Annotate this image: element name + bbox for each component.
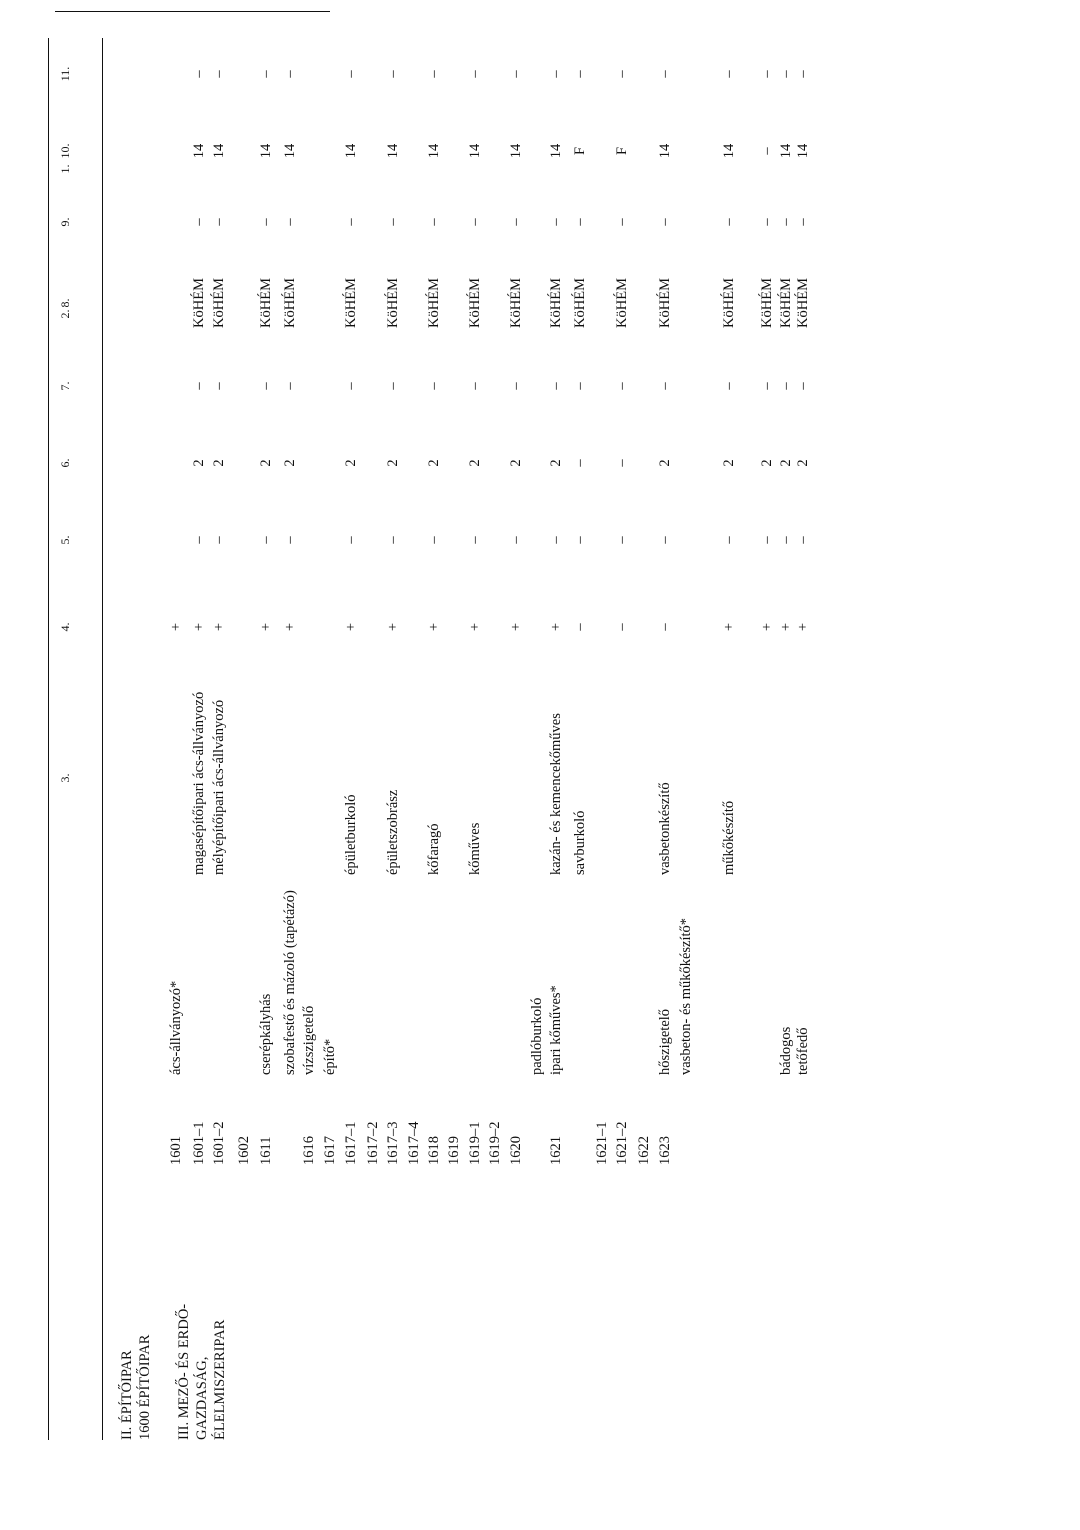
row-cell-c7: – [282,382,298,390]
section-3-line2: GAZDASÁG, [194,1356,210,1440]
row-cell-c4: + [282,622,298,632]
row-cell-c5: – [572,536,588,544]
header-top-rule [48,38,49,1440]
row-cell-c10: 14 [548,143,564,159]
row-cell-c9: – [657,218,673,226]
row-cell-c4: + [759,622,775,632]
row-cell-c7: – [191,382,207,390]
row-cell-c8: KöHÉM [343,278,359,328]
row-cell-c5: – [795,536,811,544]
row-cell-c7: – [657,382,673,390]
row-cell-c7: – [795,382,811,390]
row-cell-c9: – [467,218,483,226]
row-cell-c5: – [385,536,401,544]
row-cell-c8: KöHÉM [657,278,673,328]
row-cell-c11: – [282,70,298,78]
row-cell-c7: – [614,382,630,390]
row-cell-c6: 2 [385,459,401,467]
row-cell-c2: vízszigetelő [301,1005,317,1075]
row-cell-c2: szobafestő és mázoló (tapétázó) [282,890,298,1075]
row-cell-c2: cserépkályhás [258,993,274,1075]
row-cell-c7: – [211,382,227,390]
row-cell-c5: – [191,536,207,544]
row-cell-c6: 2 [426,459,442,467]
row-cell-c6: – [614,459,630,467]
row-cell-c11: – [614,70,630,78]
row-cell-c7: – [426,382,442,390]
row-cell-c10: 14 [657,143,673,159]
row-cell-c5: – [211,536,227,544]
row-cell-c10: 14 [191,143,207,159]
row-cell-c5: – [508,536,524,544]
row-cell-c2: építő* [322,1038,338,1075]
section-2-subtitle: 1600 ÉPÍTŐIPAR [137,1334,153,1440]
row-cell-c4: + [168,622,184,632]
row-cell-c11: – [343,70,359,78]
row-code: 1617–4 [406,1121,422,1165]
row-cell-c5: – [343,536,359,544]
row-cell-c9: – [614,218,630,226]
col-header-7: 7. [58,381,72,391]
row-cell-c5: – [258,536,274,544]
row-code: 1620 [508,1136,524,1165]
col-header-3: 3. [58,773,72,783]
row-cell-c9: – [795,218,811,226]
row-cell-c11: – [721,70,737,78]
row-cell-c7: – [572,382,588,390]
row-cell-c8: KöHÉM [426,278,442,328]
row-cell-c6: 2 [721,459,737,467]
row-code: 1622 [636,1136,652,1165]
row-cell-c4: + [258,622,274,632]
row-cell-c5: – [426,536,442,544]
row-code: 1602 [236,1136,252,1165]
row-cell-c6: – [572,459,588,467]
row-cell-c9: – [385,218,401,226]
row-cell-c2: vasbeton- és műkőkészítő* [678,917,694,1075]
row-cell-c10: 14 [795,143,811,159]
row-cell-c5: – [548,536,564,544]
col-header-1: 1. [58,164,72,174]
row-cell-c5: – [657,536,673,544]
row-cell-c11: – [778,70,794,78]
row-code: 1621–2 [614,1121,630,1165]
row-cell-c6: 2 [759,459,775,467]
row-cell-c11: – [657,70,673,78]
col-header-4: 4. [58,622,72,632]
row-cell-c11: – [191,70,207,78]
row-cell-c2: bádogos [778,1026,794,1075]
row-cell-c5: – [467,536,483,544]
row-cell-c3: savburkoló [572,810,588,875]
row-code: 1618 [426,1136,442,1165]
row-cell-c10: 14 [211,143,227,159]
row-cell-c3: kőfaragó [426,823,442,875]
header-bottom-rule [102,38,103,1440]
row-cell-c7: – [759,382,775,390]
row-cell-c8: KöHÉM [211,278,227,328]
row-cell-c7: – [385,382,401,390]
row-cell-c8: KöHÉM [258,278,274,328]
row-cell-c3: kazán- és kemencekőműves [548,713,564,875]
row-cell-c10: 14 [258,143,274,159]
row-cell-c4: + [778,622,794,632]
row-cell-c10: 14 [343,143,359,159]
row-code: 1621–1 [594,1121,610,1165]
row-cell-c9: – [508,218,524,226]
row-cell-c6: 2 [211,459,227,467]
row-code: 1619 [446,1136,462,1165]
row-cell-c11: – [572,70,588,78]
row-cell-c8: KöHÉM [191,278,207,328]
row-cell-c11: – [508,70,524,78]
row-cell-c4: + [343,622,359,632]
row-cell-c9: – [191,218,207,226]
row-cell-c9: – [572,218,588,226]
row-cell-c6: 2 [467,459,483,467]
row-cell-c11: – [795,70,811,78]
row-cell-c10: F [614,146,630,156]
row-cell-c5: – [759,536,775,544]
row-code: 1616 [301,1136,317,1165]
row-code: 1617–3 [385,1121,401,1165]
row-cell-c4: – [614,623,630,631]
row-cell-c3: épületburkoló [343,794,359,875]
row-code: 1601 [168,1136,184,1165]
row-cell-c4: + [508,622,524,632]
row-cell-c11: – [258,70,274,78]
col-header-8: 8. [58,298,72,308]
row-code: 1617 [322,1136,338,1165]
row-cell-c9: – [778,218,794,226]
row-cell-c9: – [426,218,442,226]
row-cell-c7: – [258,382,274,390]
row-cell-c9: – [343,218,359,226]
row-cell-c4: – [657,623,673,631]
row-cell-c2: tetőfedő [795,1027,811,1075]
row-cell-c8: KöHÉM [467,278,483,328]
row-cell-c3: vasbetonkészítő [657,782,673,875]
row-code: 1601–2 [211,1121,227,1165]
section-3-title: III. MEZŐ- ÉS ERDŐ- [176,1303,192,1440]
row-cell-c2: ács-állványozó* [168,980,184,1075]
row-cell-c11: – [385,70,401,78]
row-cell-c9: – [721,218,737,226]
row-cell-c10: 14 [282,143,298,159]
row-cell-c9: – [211,218,227,226]
row-cell-c3: műkőkészítő [721,800,737,875]
row-code: 1611 [258,1136,274,1165]
row-cell-c6: 2 [548,459,564,467]
row-cell-c7: – [548,382,564,390]
row-cell-c7: – [467,382,483,390]
row-cell-c8: KöHÉM [778,278,794,328]
row-cell-c5: – [614,536,630,544]
row-cell-c10: 14 [385,143,401,159]
row-cell-c2: hőszigetelő [657,1008,673,1075]
row-code: 1619–2 [487,1121,503,1165]
row-cell-c6: 2 [258,459,274,467]
row-cell-c3: mélyépítőipari ács-állványozó [211,699,227,875]
row-cell-c6: 2 [657,459,673,467]
row-cell-c4: + [426,622,442,632]
row-cell-c3: kőműves [467,822,483,875]
row-cell-c11: – [759,70,775,78]
row-cell-c11: – [548,70,564,78]
row-cell-c8: KöHÉM [795,278,811,328]
row-cell-c8: KöHÉM [282,278,298,328]
row-cell-c8: KöHÉM [759,278,775,328]
col-header-11: 11. [58,66,72,82]
row-cell-c4: + [548,622,564,632]
row-cell-c10: 14 [467,143,483,159]
row-cell-c6: 2 [508,459,524,467]
row-cell-c11: – [211,70,227,78]
col-header-5: 5. [58,535,72,545]
row-cell-c4: + [385,622,401,632]
col-header-10: 10. [58,143,72,159]
row-code: 1617–1 [343,1121,359,1165]
row-cell-c8: KöHÉM [385,278,401,328]
col-header-6: 6. [58,458,72,468]
section-2-title: II. ÉPÍTŐIPAR [119,1350,135,1440]
row-code: 1623 [657,1136,673,1165]
row-cell-c5: – [282,536,298,544]
row-cell-c10: 14 [778,143,794,159]
row-cell-c10: 14 [426,143,442,159]
row-cell-c11: – [467,70,483,78]
row-cell-c9: – [258,218,274,226]
row-cell-c11: – [426,70,442,78]
row-cell-c7: – [721,382,737,390]
row-cell-c10: 14 [721,143,737,159]
row-cell-c5: – [778,536,794,544]
row-cell-c6: 2 [343,459,359,467]
row-cell-c8: KöHÉM [721,278,737,328]
row-cell-c4: – [572,623,588,631]
row-cell-c4: + [721,622,737,632]
row-cell-c10: 14 [508,143,524,159]
row-code: 1617–2 [365,1121,381,1165]
row-cell-c4: + [191,622,207,632]
row-cell-c5: – [721,536,737,544]
row-cell-c8: KöHÉM [614,278,630,328]
top-edge-rule [55,11,330,12]
row-cell-c9: – [282,218,298,226]
row-cell-c8: KöHÉM [572,278,588,328]
row-cell-c4: + [211,622,227,632]
row-cell-c2: padlóburkoló [529,997,545,1075]
row-cell-c3: magasépítőipari ács-állványozó [191,691,207,875]
col-header-9: 9. [58,217,72,227]
row-cell-c10: F [572,146,588,156]
row-cell-c6: 2 [795,459,811,467]
row-cell-c4: + [467,622,483,632]
section-3-line3: ÉLELMISZERIPAR [212,1319,228,1440]
row-cell-c3: épületszobrász [385,789,401,875]
row-cell-c9: – [548,218,564,226]
row-cell-c9: – [759,218,775,226]
col-header-2: 2. [58,309,72,319]
row-cell-c10: – [759,147,775,155]
row-code: 1619–1 [467,1121,483,1165]
row-cell-c6: 2 [778,459,794,467]
row-cell-c7: – [343,382,359,390]
row-cell-c2: ipari kőműves* [548,985,564,1075]
row-cell-c8: KöHÉM [548,278,564,328]
row-cell-c7: – [508,382,524,390]
row-cell-c4: + [795,622,811,632]
row-cell-c6: 2 [191,459,207,467]
row-cell-c7: – [778,382,794,390]
row-cell-c6: 2 [282,459,298,467]
row-cell-c8: KöHÉM [508,278,524,328]
row-code: 1621 [548,1136,564,1165]
row-code: 1601–1 [191,1121,207,1165]
